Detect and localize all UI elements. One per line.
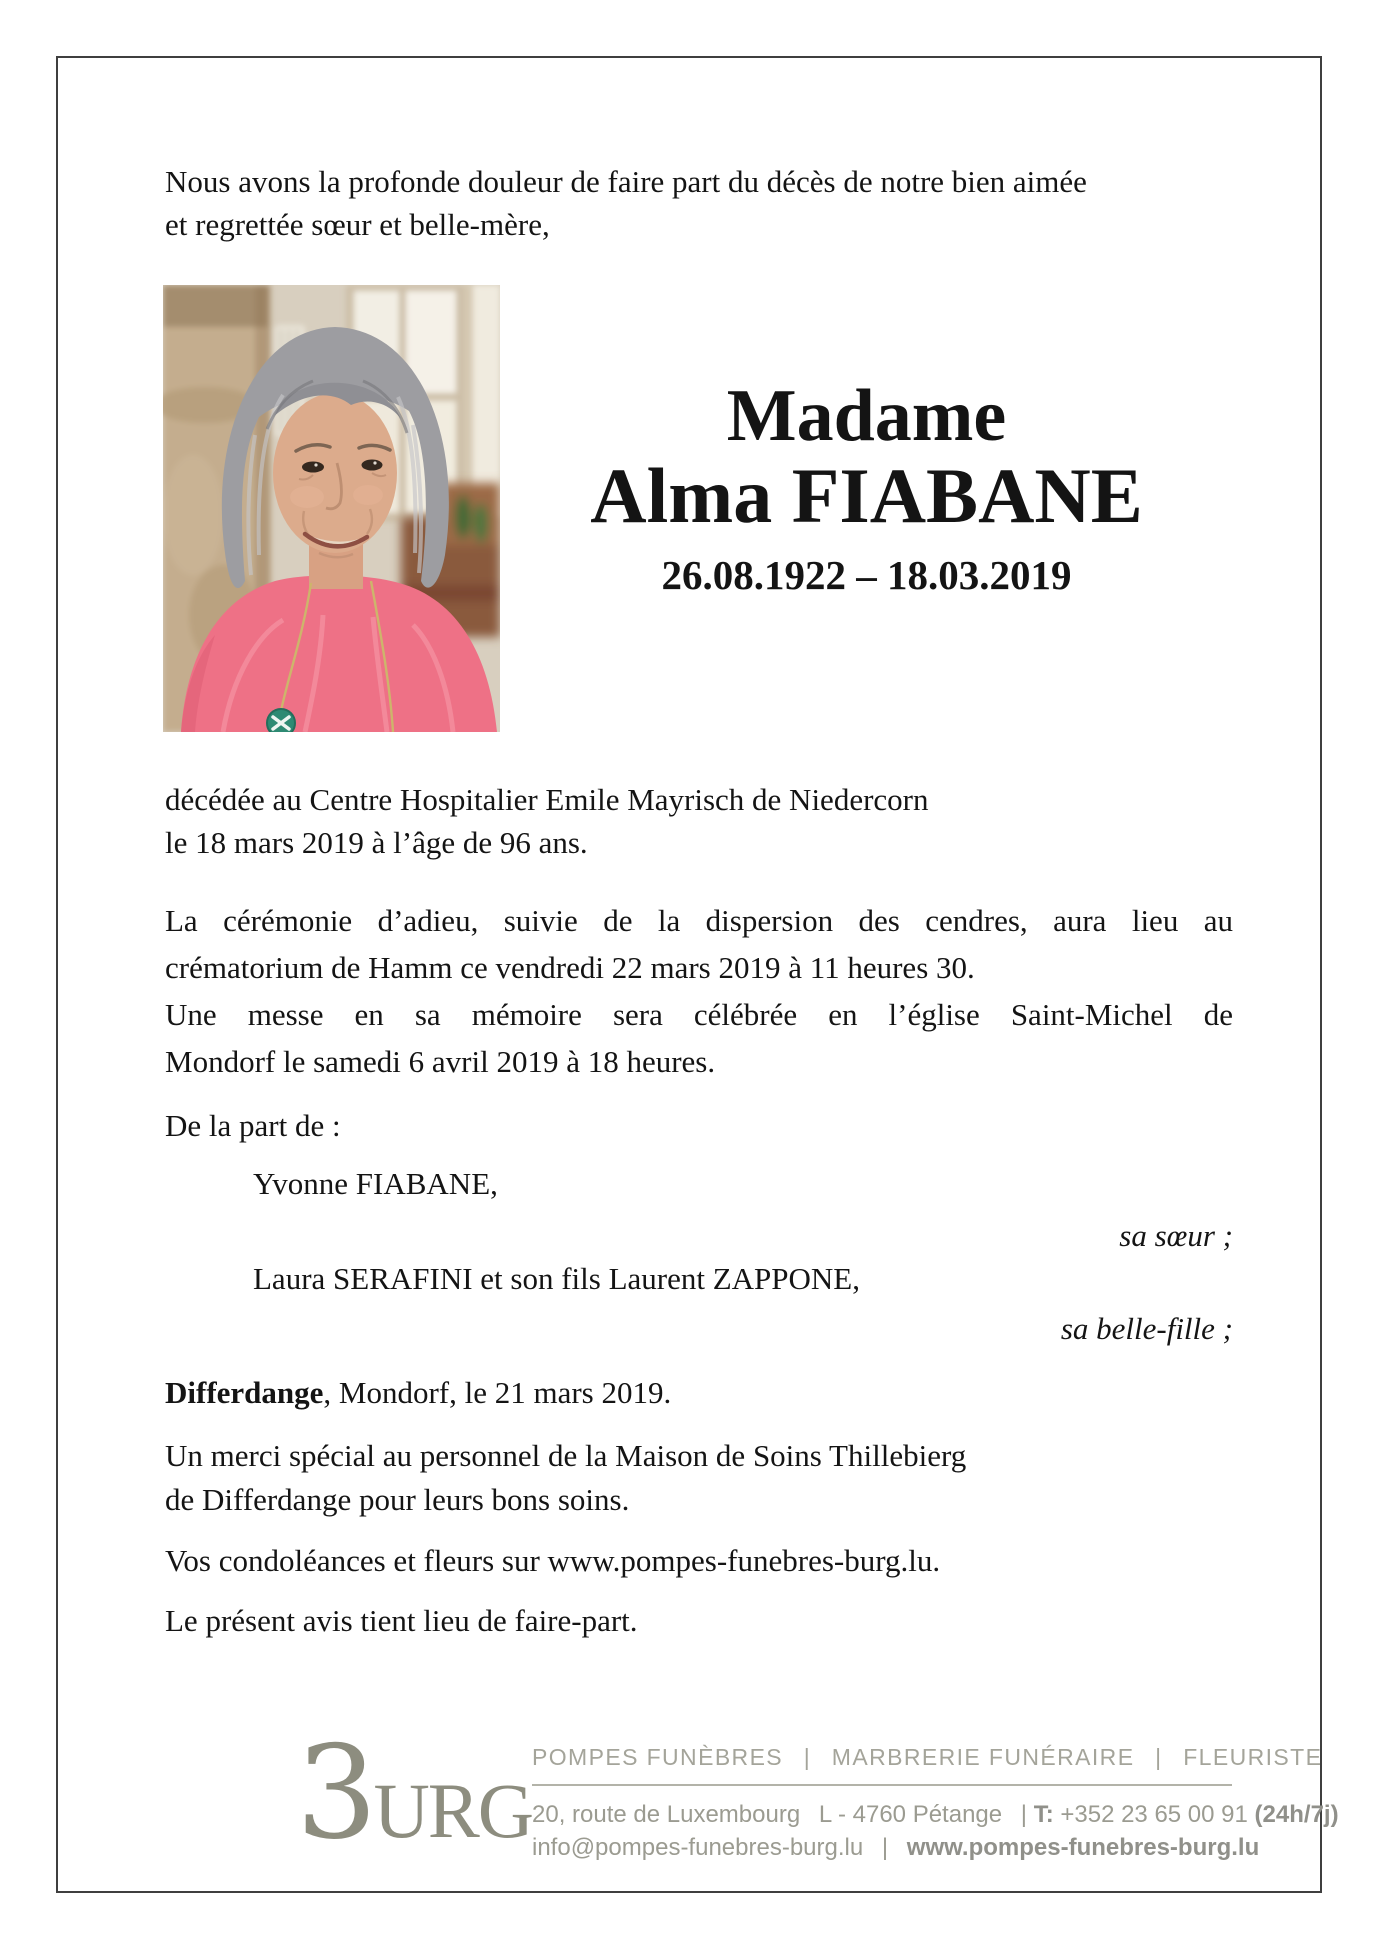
burg-logo-urg: URG	[373, 1767, 533, 1854]
life-dates: 26.08.1922 – 18.03.2019	[661, 552, 1072, 598]
footer-web-line: info@pompes-funebres-burg.lu | www.pompes-funebres-burg.lu	[532, 1834, 1260, 1861]
family-entry-name: Laura SERAFINI et son fils Laurent ZAPPONE,	[253, 1261, 860, 1296]
family-entry-name: Yvonne FIABANE,	[253, 1166, 498, 1201]
place-date-line: Differdange, Mondorf, le 21 mars 2019.	[165, 1375, 672, 1410]
footer-contact-block	[532, 1744, 1339, 1864]
portrait-photo	[163, 285, 500, 732]
on-behalf-intro: De la part de :	[165, 1108, 341, 1143]
burg-logo	[296, 1719, 533, 1868]
title-salutation: Madame	[726, 375, 1007, 457]
portrait-photo-illustration	[163, 285, 500, 732]
notice-line: Le présent avis tient lieu de faire-part.	[165, 1603, 638, 1638]
footer-services-line: POMPES FUNÈBRES | MARBRERIE FUNÉRAIRE | FLEURISTE	[532, 1744, 1323, 1770]
family-entry-relation: sa belle-fille ;	[1060, 1311, 1233, 1346]
family-entry-relation: sa sœur ;	[1119, 1218, 1233, 1253]
intro-paragraph: Nous avons la profonde douleur de faire part du décès de notre bien aimée et regrettée sœur et belle-mère,	[165, 164, 1087, 242]
deceased-paragraph: décédée au Centre Hospitalier Emile Mayrisch de Niedercorn le 18 mars 2019 à l’âge de 96 ans.	[165, 782, 929, 860]
footer-address-line: 20, route de Luxembourg L - 4760 Pétange | T: +352 23 65 00 91 (24h/7j)	[532, 1801, 1339, 1828]
title-block	[500, 376, 1233, 598]
burg-logo-b-glyph: 3	[296, 1719, 378, 1868]
thanks-paragraph: Un merci spécial au personnel de la Maison de Soins Thillebierg de Differdange pour leurs bons soins.	[165, 1438, 967, 1517]
footer-divider	[532, 1784, 1232, 1786]
condolences-line: Vos condoléances et fleurs sur www.pompes-funebres-burg.lu.	[165, 1543, 941, 1578]
ceremony-paragraph: La cérémonie d’adieu, suivie de la dispersion des cendres, aura lieu au crématorium de Hamm ce vendredi 22 mars 2019 à 11 heures 30. Une messe en sa mémoire sera célébrée en l’église Saint-Michel de Mondorf le samedi 6 avril 2019 à 18 heures.	[165, 903, 1233, 1079]
deceased-name: Alma FIABANE	[590, 452, 1143, 539]
